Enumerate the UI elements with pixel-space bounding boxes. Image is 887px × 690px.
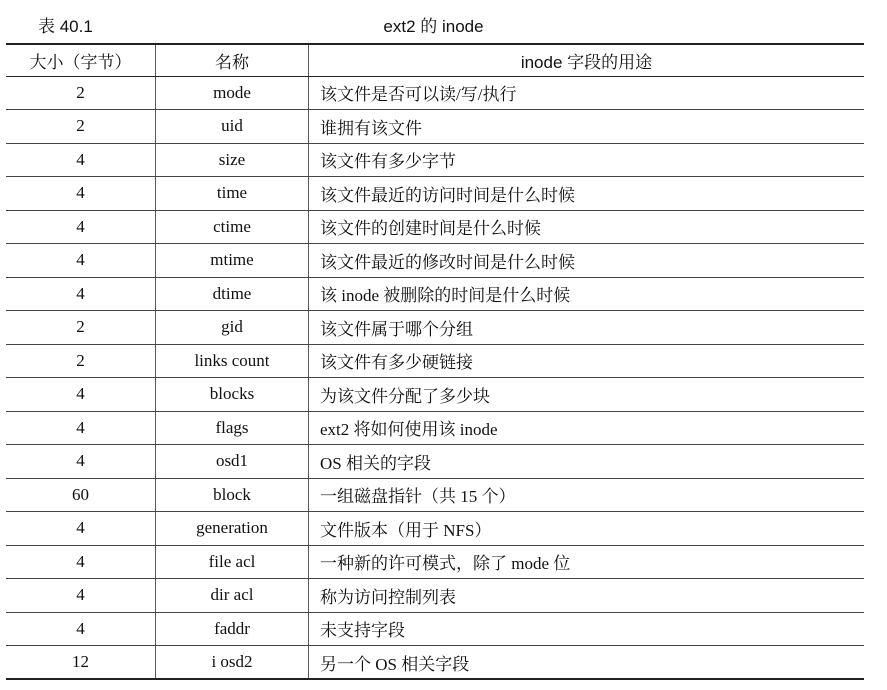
- cell-purpose: 该文件有多少字节: [309, 143, 865, 177]
- table-row: [6, 579, 864, 613]
- cell-size: 4: [6, 277, 156, 311]
- cell-purpose: 该 inode 被删除的时间是什么时候: [309, 277, 865, 311]
- cell-purpose: 一种新的许可模式，除了 mode 位: [309, 545, 865, 579]
- header-name: 名称: [156, 44, 309, 76]
- cell-size: 4: [6, 545, 156, 579]
- cell-size: 4: [6, 512, 156, 546]
- cell-purpose: 未支持字段: [309, 612, 865, 646]
- cell-purpose: 该文件最近的访问时间是什么时候: [309, 177, 865, 211]
- header-purpose: inode 字段的用途: [309, 44, 865, 76]
- cell-size: 4: [6, 210, 156, 244]
- cell-name: blocks: [156, 378, 309, 412]
- cell-name: gid: [156, 311, 309, 345]
- cell-name: i osd2: [156, 646, 309, 680]
- cell-size: 4: [6, 411, 156, 445]
- table-caption: [0, 0, 887, 44]
- table-row: [6, 277, 864, 311]
- cell-name: file acl: [156, 545, 309, 579]
- cell-name: time: [156, 177, 309, 211]
- cell-name: block: [156, 478, 309, 512]
- cell-name: dir acl: [156, 579, 309, 613]
- cell-size: 12: [6, 646, 156, 680]
- table-row: [6, 411, 864, 445]
- cell-size: 4: [6, 244, 156, 278]
- table-row: [6, 478, 864, 512]
- table-row: [6, 646, 864, 680]
- table-header: [6, 44, 864, 76]
- cell-purpose: 文件版本（用于 NFS）: [309, 512, 865, 546]
- cell-purpose: OS 相关的字段: [309, 445, 865, 479]
- table-row: [6, 445, 864, 479]
- table-row: [6, 378, 864, 412]
- table-row: [6, 311, 864, 345]
- cell-purpose: 称为访问控制列表: [309, 579, 865, 613]
- cell-name: flags: [156, 411, 309, 445]
- table-row: [6, 512, 864, 546]
- header-row: [6, 44, 864, 76]
- cell-name: osd1: [156, 445, 309, 479]
- cell-name: mode: [156, 76, 309, 110]
- table-body: [6, 76, 864, 679]
- cell-name: links count: [156, 344, 309, 378]
- cell-size: 2: [6, 344, 156, 378]
- header-size: 大小（字节）: [6, 44, 156, 76]
- cell-purpose: 该文件的创建时间是什么时候: [309, 210, 865, 244]
- table-row: [6, 344, 864, 378]
- cell-purpose: 谁拥有该文件: [309, 110, 865, 144]
- cell-size: 2: [6, 311, 156, 345]
- cell-purpose: 一组磁盘指针（共 15 个）: [309, 478, 865, 512]
- cell-name: mtime: [156, 244, 309, 278]
- cell-purpose: ext2 将如何使用该 inode: [309, 411, 865, 445]
- cell-size: 4: [6, 177, 156, 211]
- table-row: [6, 177, 864, 211]
- cell-name: faddr: [156, 612, 309, 646]
- cell-purpose: 为该文件分配了多少块: [309, 378, 865, 412]
- cell-name: dtime: [156, 277, 309, 311]
- cell-purpose: 另一个 OS 相关字段: [309, 646, 865, 680]
- table-number: 表 40.1: [38, 17, 93, 36]
- cell-size: 4: [6, 579, 156, 613]
- table-row: [6, 110, 864, 144]
- cell-name: ctime: [156, 210, 309, 244]
- cell-size: 4: [6, 143, 156, 177]
- cell-name: generation: [156, 512, 309, 546]
- cell-size: 2: [6, 110, 156, 144]
- cell-size: 4: [6, 378, 156, 412]
- cell-purpose: 该文件是否可以读/写/执行: [309, 76, 865, 110]
- inode-fields-table: [6, 43, 864, 680]
- table-row: [6, 244, 864, 278]
- cell-size: 4: [6, 445, 156, 479]
- cell-purpose: 该文件属于哪个分组: [309, 311, 865, 345]
- table-row: [6, 76, 864, 110]
- cell-purpose: 该文件最近的修改时间是什么时候: [309, 244, 865, 278]
- table-row: [6, 612, 864, 646]
- cell-purpose: 该文件有多少硬链接: [309, 344, 865, 378]
- table-title: ext2 的 inode: [383, 17, 484, 36]
- table-row: [6, 545, 864, 579]
- cell-size: 60: [6, 478, 156, 512]
- cell-name: uid: [156, 110, 309, 144]
- table-row: [6, 210, 864, 244]
- table-row: [6, 143, 864, 177]
- cell-size: 2: [6, 76, 156, 110]
- cell-size: 4: [6, 612, 156, 646]
- cell-name: size: [156, 143, 309, 177]
